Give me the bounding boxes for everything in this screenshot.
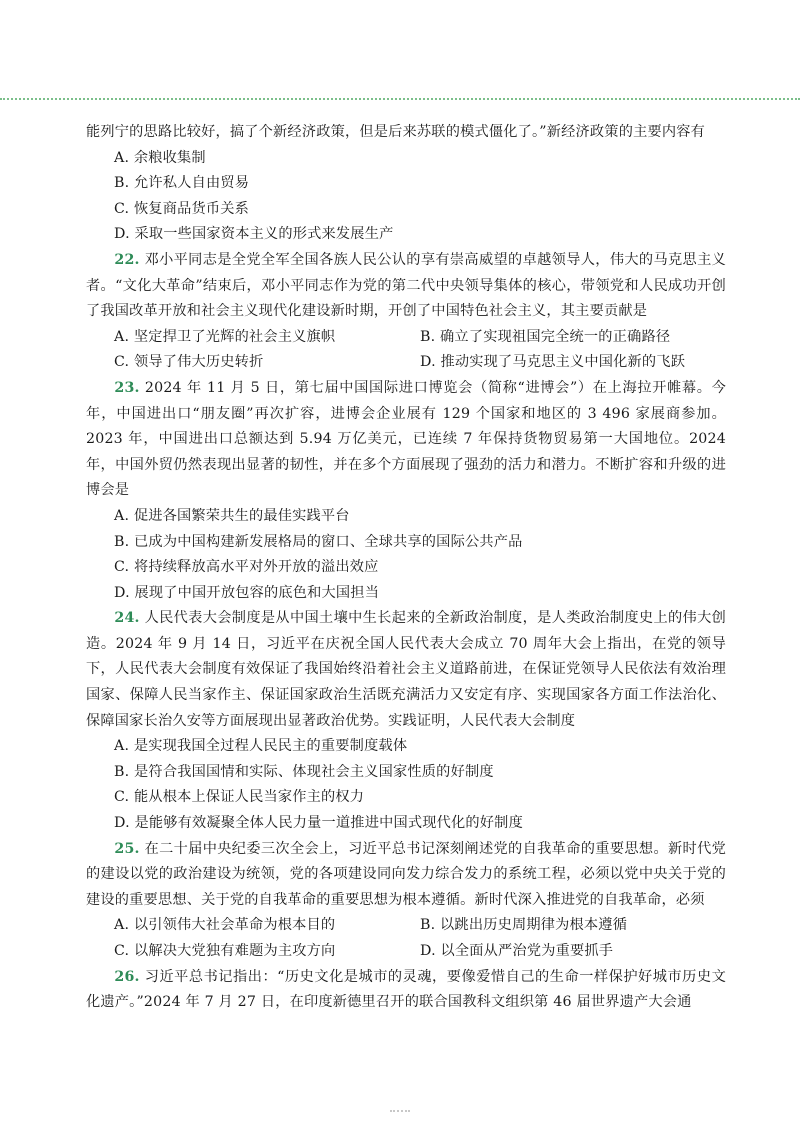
q23-option-a: A. 促进各国繁荣共生的最佳实践平台: [114, 507, 350, 524]
q23-stem: [86, 376, 726, 504]
q23-option-d: D. 展现了中国开放包容的底色和大国担当: [114, 584, 380, 601]
page-number-mark: [390, 1110, 410, 1116]
q25-options: [86, 913, 726, 964]
q24-stem-text: 人民代表大会制度是从中国土壤中生长起来的全新政治制度，是人类政治制度史上的伟大创造。2024 年 9 月 14 日，习近平在庆祝全国人民代表大会成立 70 周年大会上指出，在党的领导下，人民代表大会制度有效保证了我国始终沿着社会主义道路前进，在保证党领导人民依法有效治理国家、保障人民当家作主、保证国家政治生活既充满活力又安定有序、实现国家各方面工作法治化、保障国家长治久安等方面展现出显著政治优势。实践证明，人民代表大会制度: [86, 610, 726, 729]
q24-stem: [86, 606, 726, 734]
header-dotted-rule: [0, 98, 800, 100]
q23-stem-text: 2024 年 11 月 5 日，第七届中国国际进口博览会（简称“进博会”）在上海拉开帷幕。今年，中国进出口“朋友圈”再次扩容，进博会企业展有 129 个国家和地区的 3 496 家展商参加。2023 年，中国进出口总额达到 5.94 万亿美元，已连续 7 年保持货物贸易第一大国地位。2024 年，中国外贸仍然表现出显著的韧性，并在多个方面展现了强劲的活力和潜力。不断扩容和升级的进博会是: [86, 379, 726, 499]
q26-stem-text: 习近平总书记指出：“历史文化是城市的灵魂，要像爱惜自己的生命一样保护好城市历史文化遗产。”2024 年 7 月 27 日，在印度新德里召开的联合国教科文组织第 46 届世界遗产大会通: [86, 968, 726, 1011]
q24-option-c: C. 能从根本上保证人民当家作主的权力: [114, 789, 365, 806]
q21-option-d: D. 采取一些国家资本主义的形式来发展生产: [114, 226, 394, 243]
q25-stem: [86, 837, 726, 914]
q22-option-b: B. 确立了实现祖国完全统一的正确路径: [420, 328, 671, 345]
q22-number: 22.: [114, 251, 140, 268]
q24-option-d: D. 是能够有效凝聚全体人民力量一道推进中国式现代化的好制度: [114, 815, 523, 832]
q22-option-d: D. 推动实现了马克思主义中国化新的飞跃: [420, 354, 686, 371]
q23-option-c: C. 将持续释放高水平对外开放的溢出效应: [114, 559, 379, 576]
q23-number: 23.: [114, 379, 140, 396]
q24-option-a: A. 是实现我国全过程人民民主的重要制度载体: [114, 738, 408, 755]
q22-stem: [86, 248, 726, 325]
q26-stem: [86, 965, 726, 1016]
q24-number: 24.: [114, 610, 140, 627]
q25-number: 25.: [114, 840, 140, 857]
q21-option-a: A. 余粮收集制: [114, 149, 206, 166]
q25-option-a: A. 以引领伟大社会革命为根本目的: [114, 917, 336, 934]
q21-option-c: C. 恢复商品货币关系: [114, 200, 250, 217]
q24-option-b: B. 是符合我国国情和实际、体现社会主义国家性质的好制度: [114, 763, 494, 780]
q22-options: [86, 325, 726, 376]
document-page: [86, 120, 726, 1016]
q25-option-b: B. 以跳出历史周期律为根本遵循: [420, 917, 628, 934]
q25-option-d: D. 以全面从严治党为重要抓手: [420, 943, 614, 959]
q21-stem-continuation: 能列宁的思路比较好，搞了个新经济政策，但是后来苏联的模式僵化了。”新经济政策的主要内容有: [86, 124, 706, 140]
q21-option-b: B. 允许私人自由贸易: [114, 175, 250, 192]
q22-option-c: C. 领导了伟大历史转折: [114, 354, 264, 371]
q22-stem-text: 邓小平同志是全党全军全国各族人民公认的享有崇高威望的卓越领导人，伟大的马克思主义者。“文化大革命”结束后，邓小平同志作为党的第二代中央领导集体的核心，带领党和人民成功开创了我国改革开放和社会主义现代化建设新时期，开创了中国特色社会主义，其主要贡献是: [86, 251, 726, 320]
q25-stem-text: 在二十届中央纪委三次全会上，习近平总书记深刻阐述党的自我革命的重要思想。新时代党的建设以党的政治建设为统领，党的各项建设同向发力综合发力的系统工程，必须以党中央关于党的建设的重要思想、关于党的自我革命的重要思想为根本遵循。新时代深入推进党的自我革命，必须: [86, 840, 726, 908]
q25-option-c: C. 以解决大党独有难题为主攻方向: [114, 943, 336, 959]
q23-option-b: B. 已成为中国构建新发展格局的窗口、全球共享的国际公共产品: [114, 533, 523, 550]
q22-option-a: A. 坚定捍卫了光辉的社会主义旗帜: [114, 328, 336, 345]
q26-number: 26.: [114, 968, 140, 985]
